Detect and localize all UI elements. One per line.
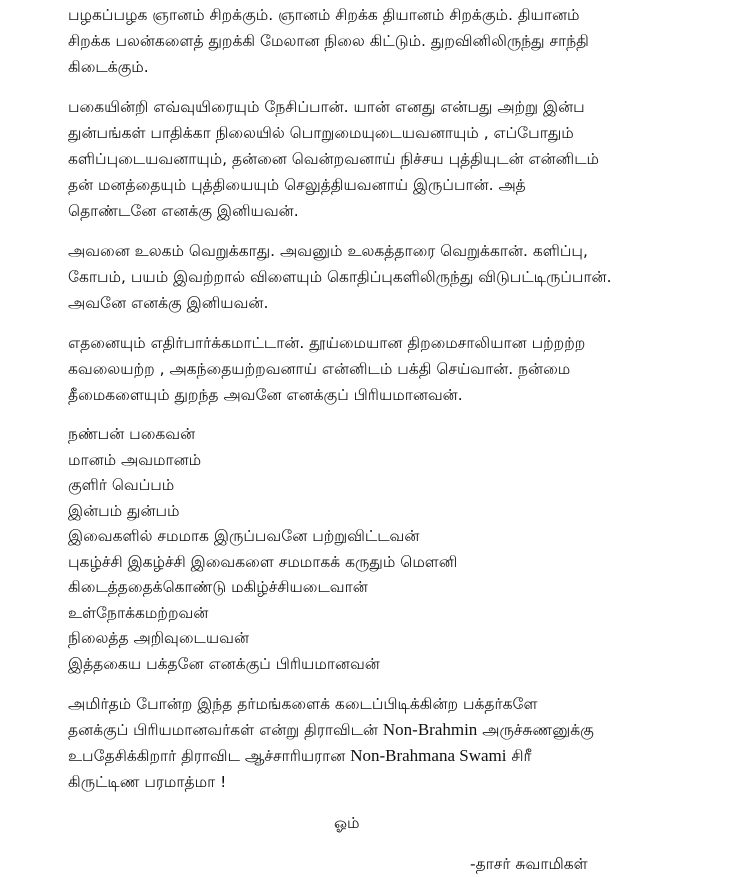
paragraph-line: எதனையும் எதிர்பார்க்கமாட்டான். தூய்மையான திறமைசாலியான பற்றற்ற — [68, 334, 586, 352]
closing-text: தனக்குப் பிரியமானவர்கள் என்று திராவிடன் — [68, 721, 383, 739]
verse-line: நிலைத்த அறிவுடையவன் — [68, 629, 250, 647]
paragraph-line — [68, 769, 708, 795]
closing-text: கிருட்டிண பரமாத்மா ! — [68, 773, 227, 791]
closing-text: உபதேசிக்கிறார் திராவிட ஆச்சாரியரான — [68, 747, 351, 765]
verse-line: உள்நோக்கமற்றவன் — [68, 603, 209, 622]
paragraph-2 — [68, 94, 708, 224]
document-body — [68, 2, 708, 809]
paragraph-line — [68, 743, 708, 769]
paragraph-line: சிறக்க பலன்களைத் துறக்கி மேலான நிலை கிட்டும். துறவினிலிருந்து சாந்தி — [68, 32, 589, 50]
paragraph-line: களிப்புடையவனாயும், தன்னை வென்றவனாய் நிச்சய புத்தியுடன் என்னிடம் — [68, 150, 600, 168]
closing-latin-text: Non-Brahmin — [382, 720, 478, 739]
signature: -தாசர் சுவாமிகள் — [470, 855, 588, 873]
paragraph-line: பகையின்றி எவ்வுயிரையும் நேசிப்பான். யான் எனது என்பது அற்று இன்ப — [68, 98, 585, 116]
closing-text: அமிர்தம் போன்ற இந்த தர்மங்களைக் கடைப்பிடிக்கின்ற பக்தர்களே — [68, 695, 538, 713]
verse-line: மானம் அவமானம் — [68, 450, 202, 469]
verse-line: இத்தகைய பக்தனே எனக்குப் பிரியமானவன் — [68, 654, 380, 673]
paragraph-line: துன்பங்கள் பாதிக்கா நிலையில் பொறுமையுடையவனாயும் , எப்போதும் — [68, 124, 574, 142]
paragraph-line: தீமைகளையும் துறந்த அவனே எனக்குப் பிரியமானவன். — [68, 386, 463, 404]
closing-paragraph — [68, 691, 708, 795]
paragraph-line: அவனே எனக்கு இனியவன். — [68, 294, 269, 312]
paragraph-line — [68, 717, 708, 743]
paragraph-line: தொண்டனே எனக்கு இனியவன். — [68, 202, 299, 220]
verse-block — [68, 422, 708, 677]
verse-line: நண்பன் பகைவன் — [68, 425, 196, 443]
paragraph-line: அவனை உலகம் வெறுக்காது. அவனும் உலகத்தாரை வெறுக்கான். களிப்பு, — [68, 242, 588, 260]
paragraph-1 — [68, 2, 708, 80]
verse-line: கிடைத்ததைக்கொண்டு மகிழ்ச்சியடைவான் — [68, 578, 368, 596]
verse-line: இவைகளில் சமமாக இருப்பவனே பற்றுவிட்டவன் — [68, 527, 420, 545]
closing-text: சிரீ — [506, 747, 532, 765]
verse-line: இன்பம் துன்பம் — [68, 501, 180, 520]
paragraph-line: கோபம், பயம் இவற்றால் விளையும் கொதிப்புகளிலிருந்து விடுபட்டிருப்பான். — [68, 268, 612, 286]
paragraph-line — [68, 691, 708, 717]
paragraph-3 — [68, 238, 708, 316]
closing-text: அருச்சுணனுக்கு — [477, 721, 594, 739]
paragraph-line: கிடைக்கும். — [68, 58, 149, 76]
closing-latin-text: Non-Brahmana Swami — [350, 746, 507, 765]
paragraph-line: பழகப்பழக ஞானம் சிறக்கும். ஞானம் சிறக்க தியானம் சிறக்கும். தியானம் — [68, 6, 580, 24]
paragraph-4 — [68, 330, 708, 408]
verse-line: குளிர் வெப்பம் — [68, 476, 175, 494]
verse-line: புகழ்ச்சி இகழ்ச்சி இவைகளை சமமாகக் கருதும் மௌனி — [68, 552, 458, 571]
om-symbol-text: ஓம் — [334, 814, 360, 832]
paragraph-line: கவலையற்ற , அகந்தையற்றவனாய் என்னிடம் பக்தி செய்வான். நன்மை — [68, 360, 571, 378]
paragraph-line: தன் மனத்தையும் புத்தியையும் செலுத்தியவனாய் இருப்பான். அத் — [68, 176, 526, 194]
